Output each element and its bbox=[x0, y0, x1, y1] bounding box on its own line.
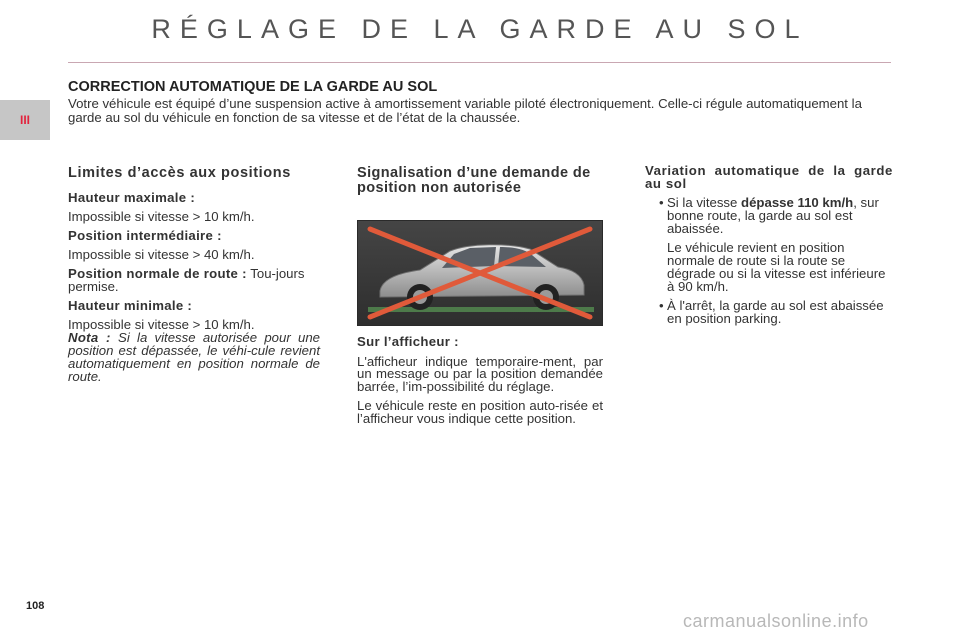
bullet-mark: • bbox=[659, 298, 664, 313]
chapter-number: III bbox=[19, 113, 30, 127]
variation-column bbox=[645, 164, 893, 331]
speed-highlight: dépasse 110 km/h bbox=[741, 195, 854, 210]
bullet-text: , sur bonne route, la garde au sol est abaissée. bbox=[667, 195, 879, 236]
variation-bullet bbox=[645, 196, 893, 235]
limits-column bbox=[68, 166, 320, 389]
limit-label: Hauteur maximale : bbox=[68, 190, 196, 205]
variation-continuation: Le véhicule revient en position normale de route si la route se dégrade ou si la vitesse est inférieure à 90 km/h. bbox=[667, 240, 886, 294]
bullet-text: Si la vitesse bbox=[667, 195, 738, 210]
note-paragraph bbox=[68, 331, 320, 383]
limit-label: Position intermédiaire : bbox=[68, 228, 222, 243]
display-label: Sur l’afficheur : bbox=[357, 334, 459, 349]
signal-paragraph: Le véhicule reste en position auto-risée et l’afficheur vous indique cette position. bbox=[357, 398, 603, 426]
crossed-car-image bbox=[357, 220, 603, 326]
signal-column bbox=[357, 166, 603, 206]
ground-line bbox=[368, 307, 594, 312]
signal-title: Signalisation d’une demande de position non autorisée bbox=[357, 165, 591, 196]
limits-title: Limites d’accès aux positions bbox=[68, 165, 291, 181]
chapter-tab bbox=[0, 100, 50, 140]
limit-text: Impossible si vitesse > 40 km/h. bbox=[68, 247, 255, 262]
note-text: Si la vitesse autorisée pour une position est dépassée, le véhi-cule revient automatiquement en position normale de route. bbox=[68, 330, 320, 384]
watermark: carmanualsonline.info bbox=[683, 611, 869, 631]
limit-text: Impossible si vitesse > 10 km/h. bbox=[68, 209, 255, 224]
note-label: Nota : bbox=[68, 330, 111, 345]
intro-paragraph: Votre véhicule est équipé d’une suspension active à amortissement variable piloté électroniquement. Celle-ci régule automatiquement la garde au sol du véhicule en fonction de sa vitesse et de l’état de la chaussée. bbox=[68, 96, 862, 125]
title-divider bbox=[68, 62, 891, 63]
limit-label: Position normale de route : bbox=[68, 266, 247, 281]
crossed-car-illustration bbox=[358, 221, 602, 325]
section-title: CORRECTION AUTOMATIQUE DE LA GARDE AU SOL bbox=[68, 79, 438, 95]
signal-text bbox=[357, 336, 603, 432]
limit-label: Hauteur minimale : bbox=[68, 298, 193, 313]
variation-title: Variation automatique de la garde au sol bbox=[645, 163, 893, 191]
bullet-mark: • bbox=[659, 195, 664, 210]
page-title: RÉGLAGE DE LA GARDE AU SOL bbox=[151, 14, 809, 44]
bullet-text: À l'arrêt, la garde au sol est abaissée en position parking. bbox=[667, 298, 884, 326]
signal-paragraph: L'afficheur indique temporaire-ment, par un message ou par la position demandée barrée, l’im-possibilité du réglage. bbox=[357, 353, 603, 394]
limit-text: Impossible si vitesse > 10 km/h. bbox=[68, 317, 255, 332]
variation-bullet bbox=[645, 299, 893, 325]
page-number: 108 bbox=[26, 600, 45, 612]
limit-text: Tou-jours permise. bbox=[68, 266, 305, 294]
